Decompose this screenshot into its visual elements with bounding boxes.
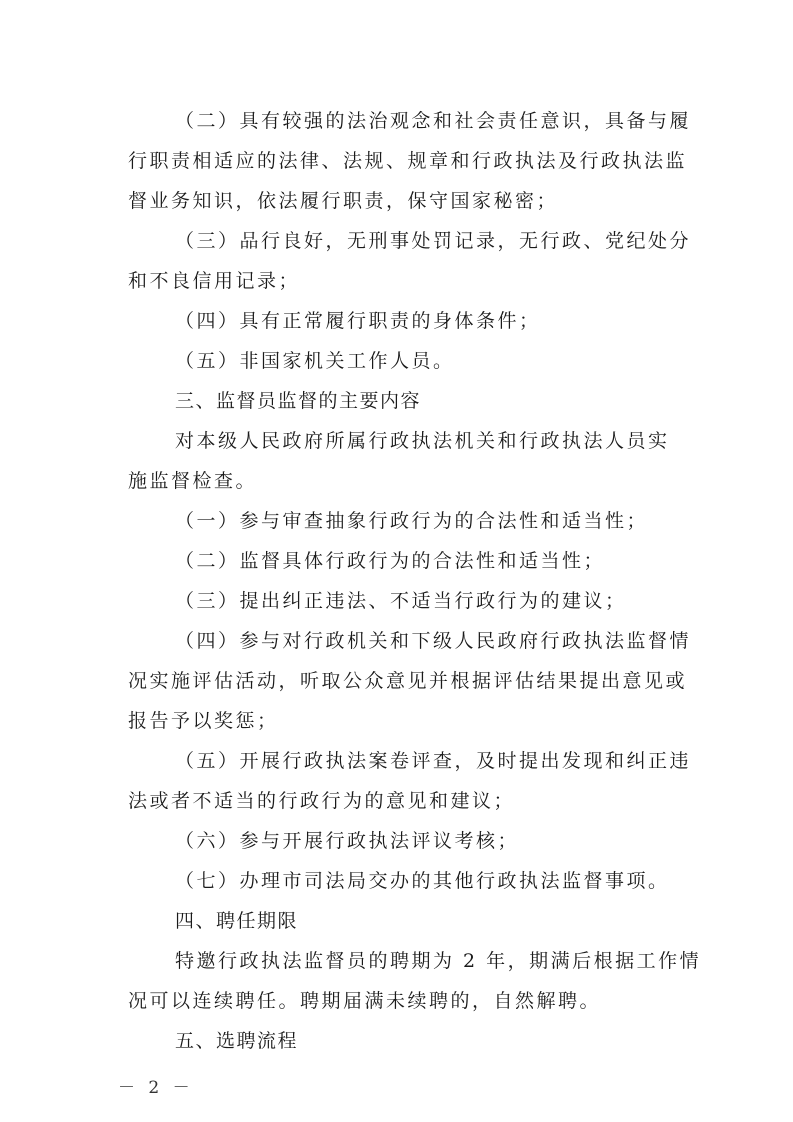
paragraph-line: （五）非国家机关工作人员。 <box>175 350 455 372</box>
paragraph-line: 行职责相适应的法律、法规、规章和行政执法及行政执法监 <box>128 150 688 172</box>
paragraph-line: （三）品行良好，无刑事处罚记录，无行政、党纪处分 <box>175 230 692 252</box>
paragraph-line: 况实施评估活动，听取公众意见并根据评估结果提出意见或 <box>128 670 688 692</box>
paragraph-line: （二）具有较强的法治观念和社会责任意识，具备与履 <box>175 110 692 132</box>
paragraph-line: （四）具有正常履行职责的身体条件； <box>175 310 541 332</box>
paragraph-line: （七）办理市司法局交办的其他行政执法监督事项。 <box>175 870 670 892</box>
paragraph-line: （五）开展行政执法案卷评查，及时提出发现和纠正违 <box>175 750 692 772</box>
paragraph-line: （四）参与对行政机关和下级人民政府行政执法监督情 <box>175 630 692 652</box>
paragraph-line: 特邀行政执法监督员的聘期为 2 年，期满后根据工作情 <box>175 950 702 972</box>
page-number: － 2 － <box>118 1078 194 1098</box>
paragraph-line: 况可以连续聘任。聘期届满未续聘的，自然解聘。 <box>128 990 602 1012</box>
section-heading: 五、选聘流程 <box>175 1030 299 1052</box>
paragraph-line: 和不良信用记录； <box>128 270 301 292</box>
paragraph-line: （三）提出纠正违法、不适当行政行为的建议； <box>175 590 627 612</box>
section-heading: 四、聘任期限 <box>175 910 299 932</box>
section-heading: 三、监督员监督的主要内容 <box>175 390 422 412</box>
paragraph-line: 报告予以奖惩； <box>128 710 279 732</box>
paragraph-line: （一）参与审查抽象行政行为的合法性和适当性； <box>175 510 649 532</box>
paragraph-line: 督业务知识，依法履行职责，保守国家秘密； <box>128 190 559 212</box>
paragraph-line: 法或者不适当的行政行为的意见和建议； <box>128 790 516 812</box>
paragraph-line: 对本级人民政府所属行政执法机关和行政执法人员实 <box>175 430 670 452</box>
paragraph-line: （六）参与开展行政执法评议考核； <box>175 830 520 852</box>
paragraph-line: （二）监督具体行政行为的合法性和适当性； <box>175 550 606 572</box>
paragraph-line: 施监督检查。 <box>128 470 258 492</box>
